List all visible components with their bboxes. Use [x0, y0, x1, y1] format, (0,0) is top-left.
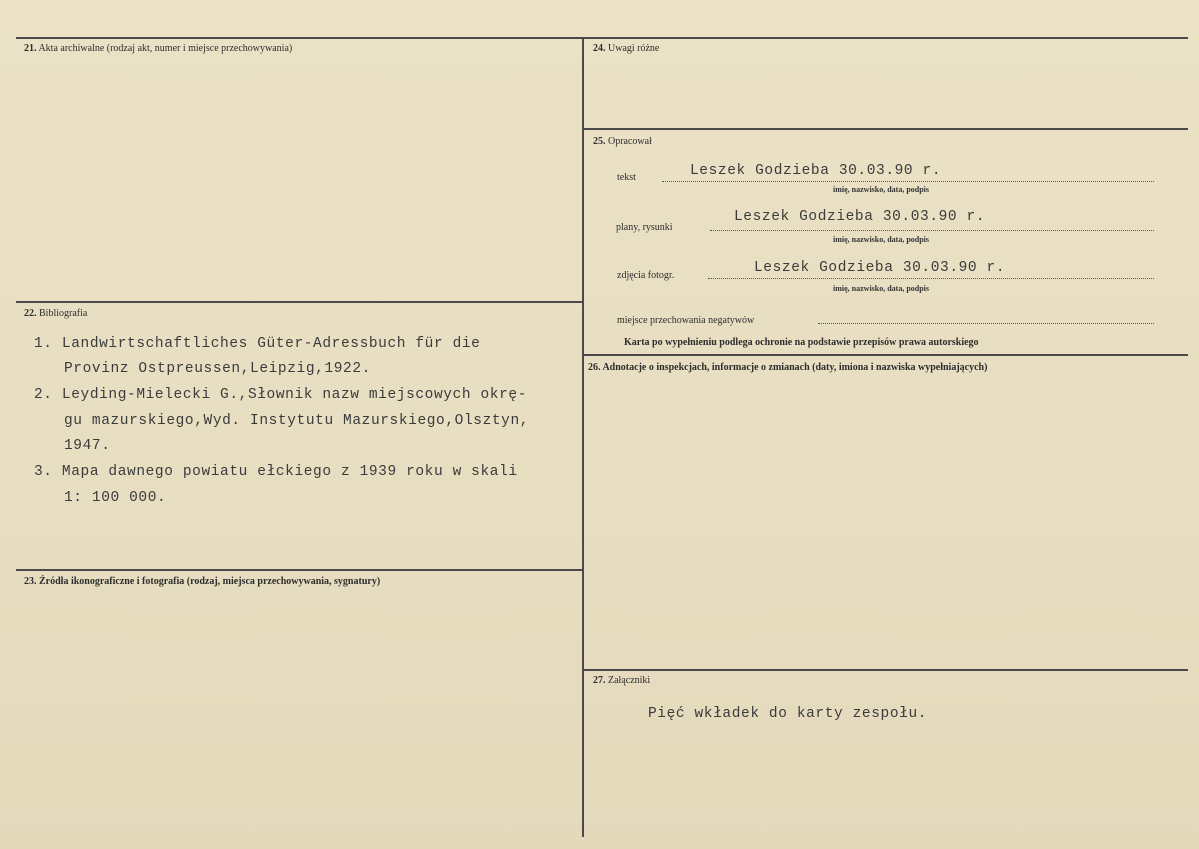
- divider-26-27: [584, 669, 1188, 671]
- bibliography-item-3: 3. Mapa dawnego powiatu ełckiego z 1939 roku w skali: [34, 464, 518, 480]
- bibliography-item-1: 1. Landwirtschaftliches Güter-Adressbuch für die: [34, 336, 481, 352]
- plans-author-label: plany, rysunki: [616, 222, 673, 233]
- divider-21-22: [16, 301, 582, 303]
- center-divider: [582, 37, 584, 837]
- text-author-hint: imię, nazwisko, data, podpis: [833, 185, 930, 194]
- text-author-line: [662, 180, 1154, 182]
- divider-24-25: [584, 128, 1188, 130]
- divider-25-26: [584, 354, 1188, 356]
- copyright-note: Karta po wypełnieniu podlega ochronie na podstawie przepisów prawa autorskiego: [624, 337, 979, 348]
- text-author-value: Leszek Godzieba 30.03.90 r.: [690, 163, 942, 179]
- section-25-label: 25. Opracował: [593, 136, 652, 147]
- section-21-label: 21. Akta archiwalne (rodzaj akt, numer i miejsce przechowywania): [24, 43, 293, 54]
- plans-author-hint: imię, nazwisko, data, podpis: [833, 235, 930, 244]
- bibliography-item-3-cont: 1: 100 000.: [64, 490, 167, 506]
- plans-author-line: [710, 229, 1154, 231]
- attachments-value: Pięć wkładek do karty zespołu.: [648, 706, 928, 722]
- negatives-location-label: miejsce przechowania negatywów: [617, 315, 755, 326]
- section-24-label: 24. Uwagi różne: [593, 43, 660, 54]
- bibliography-item-1-cont: Provinz Ostpreussen,Leipzig,1922.: [64, 361, 371, 377]
- bibliography-item-2-cont: gu mazurskiego,Wyd. Instytutu Mazurskiego,Olsztyn,: [64, 413, 530, 429]
- section-27-label: 27. Załączniki: [593, 675, 651, 686]
- photos-author-line: [708, 277, 1154, 279]
- section-26-label: 26. Adnotacje o inspekcjach, informacje o zmianach (daty, imiona i nazwiska wypełniających): [588, 362, 988, 373]
- section-22-label: 22. Bibliografia: [24, 308, 88, 319]
- photos-author-label: zdjęcia fotogr.: [617, 270, 675, 281]
- section-23-label: 23. Źródła ikonograficzne i fotografia (rodzaj, miejsca przechowywania, sygnatury): [24, 576, 381, 587]
- bibliography-item-2: 2. Leyding-Mielecki G.,Słownik nazw miejscowych okrę-: [34, 387, 527, 403]
- negatives-location-line: [818, 322, 1154, 324]
- text-author-label: tekst: [617, 172, 636, 183]
- photos-author-value: Leszek Godzieba 30.03.90 r.: [754, 260, 1006, 276]
- plans-author-value: Leszek Godzieba 30.03.90 r.: [734, 209, 986, 225]
- bibliography-item-2-cont2: 1947.: [64, 438, 111, 454]
- divider-22-23: [16, 569, 582, 571]
- photos-author-hint: imię, nazwisko, data, podpis: [833, 284, 930, 293]
- top-border: [16, 37, 1188, 39]
